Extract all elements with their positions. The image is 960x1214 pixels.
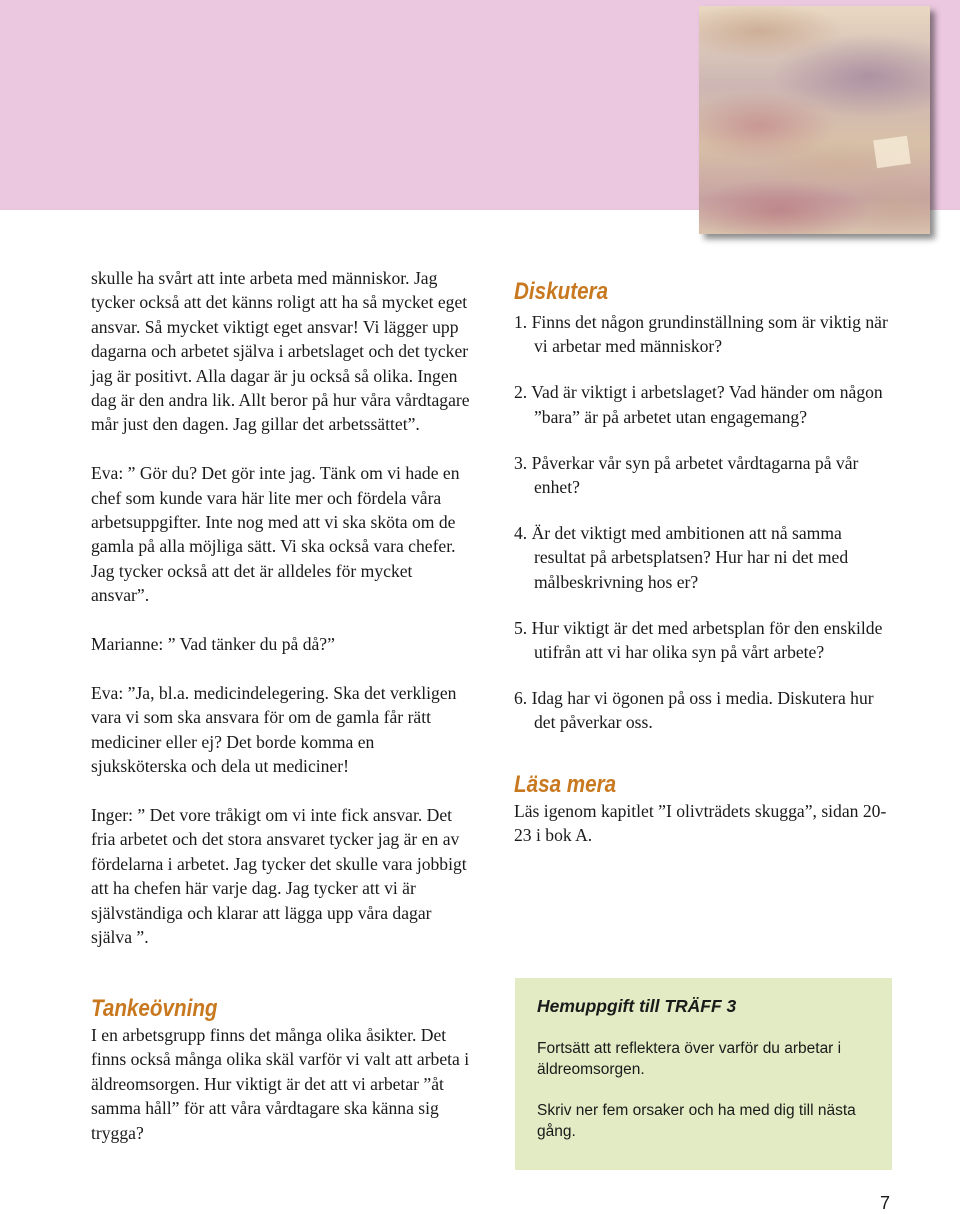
thought-exercise-heading: Tankeövning: [91, 995, 218, 1022]
watercolor-image: [699, 6, 930, 234]
discussion-question: 6. Idag har vi ögonen på oss i media. Diskutera hur det påverkar oss.: [514, 687, 874, 733]
discussion-section: [514, 278, 894, 756]
thought-exercise-section: [91, 995, 471, 1145]
discussion-heading: Diskutera: [514, 278, 609, 305]
page-number: 7: [880, 1193, 891, 1213]
discussion-question: 2. Vad är viktigt i arbetslaget? Vad händer om någon ”bara” är på arbetet utan engagemang?: [514, 382, 883, 427]
dialogue-column: [91, 266, 471, 974]
read-more-text: Läs igenom kapitlet ”I olivträdets skugga”, sidan 20-23 i bok A.: [514, 801, 887, 846]
thought-exercise-text: I en arbetsgrupp finns det många olika åsikter. Det finns också många olika skäl varför vi valt att arbeta i äldreomsorgen. Hur viktigt är det att vi arbetar ”åt samma håll” för att våra vårdtagare ska känna sig trygga?: [91, 1025, 470, 1143]
discussion-question: 1. Finns det någon grundinställning som är viktig när vi arbetar med människor?: [514, 312, 888, 357]
read-more-heading: Läsa mera: [514, 771, 617, 798]
discussion-question: 5. Hur viktigt är det med arbetsplan för den enskilde utifrån att vi har olika syn på vårt arbete?: [514, 617, 883, 663]
dialogue-paragraph: Inger: ” Det vore tråkigt om vi inte fick ansvar. Det fria arbetet och det stora ansvaret tycker jag är en av fördelarna i arbetet. Jag tycker det skulle vara jobbigt att ha chefen här varje dag. Jag tycker att vi är självständiga och klarar att lägga upp våra dagar själva ”.: [91, 804, 467, 947]
discussion-question: 3. Påverkar vår syn på arbetet vårdtagarna på vår enhet?: [514, 452, 859, 498]
homework-paragraph: Fortsätt att reflektera över varför du arbetar i äldreomsorgen.: [537, 1040, 842, 1078]
dialogue-paragraph: Eva: ”Ja, bl.a. medicindelegering. Ska det verkligen vara vi som ska ansvara för om de gamla får rätt mediciner eller ej? Det borde komma en sjuksköterska och dela ut mediciner!: [91, 682, 457, 777]
discussion-question: 4. Är det viktigt med ambitionen att nå samma resultat på arbetsplatsen? Hur har ni det med målbeskrivning hos er?: [514, 522, 849, 592]
dialogue-paragraph: Marianne: ” Vad tänker du på då?”: [91, 634, 335, 655]
discussion-questions: [514, 310, 894, 735]
dialogue-paragraph: skulle ha svårt att inte arbeta med människor. Jag tycker också att det känns roligt att ha så mycket eget ansvar. Så mycket viktigt eget ansvar! Vi lägger upp dagarna och arbetet själva i arbetslaget och det tycker jag är positivt. Alla dagar är ju också så olika. Ingen dag är den andra lik. Allt beror på hur våra vårdtagare mår just den dagen. Jag gillar det arbetssättet”.: [91, 268, 470, 435]
homework-box: [515, 978, 892, 1170]
homework-paragraph: Skriv ner fem orsaker och ha med dig till nästa gång.: [537, 1102, 856, 1140]
homework-title: Hemuppgift till TRÄFF 3: [537, 996, 737, 1016]
watercolor-highlight: [873, 136, 911, 168]
dialogue-paragraph: Eva: ” Gör du? Det gör inte jag. Tänk om vi hade en chef som kunde vara här lite mer och fördela våra arbetsuppgifter. Inte nog med att vi ska sköta om de gamla på alla möjliga sätt. Vi ska också vara chefer. Jag tycker också att det är alldeles för mycket ansvar”.: [91, 463, 460, 606]
read-more-section: [514, 771, 894, 848]
